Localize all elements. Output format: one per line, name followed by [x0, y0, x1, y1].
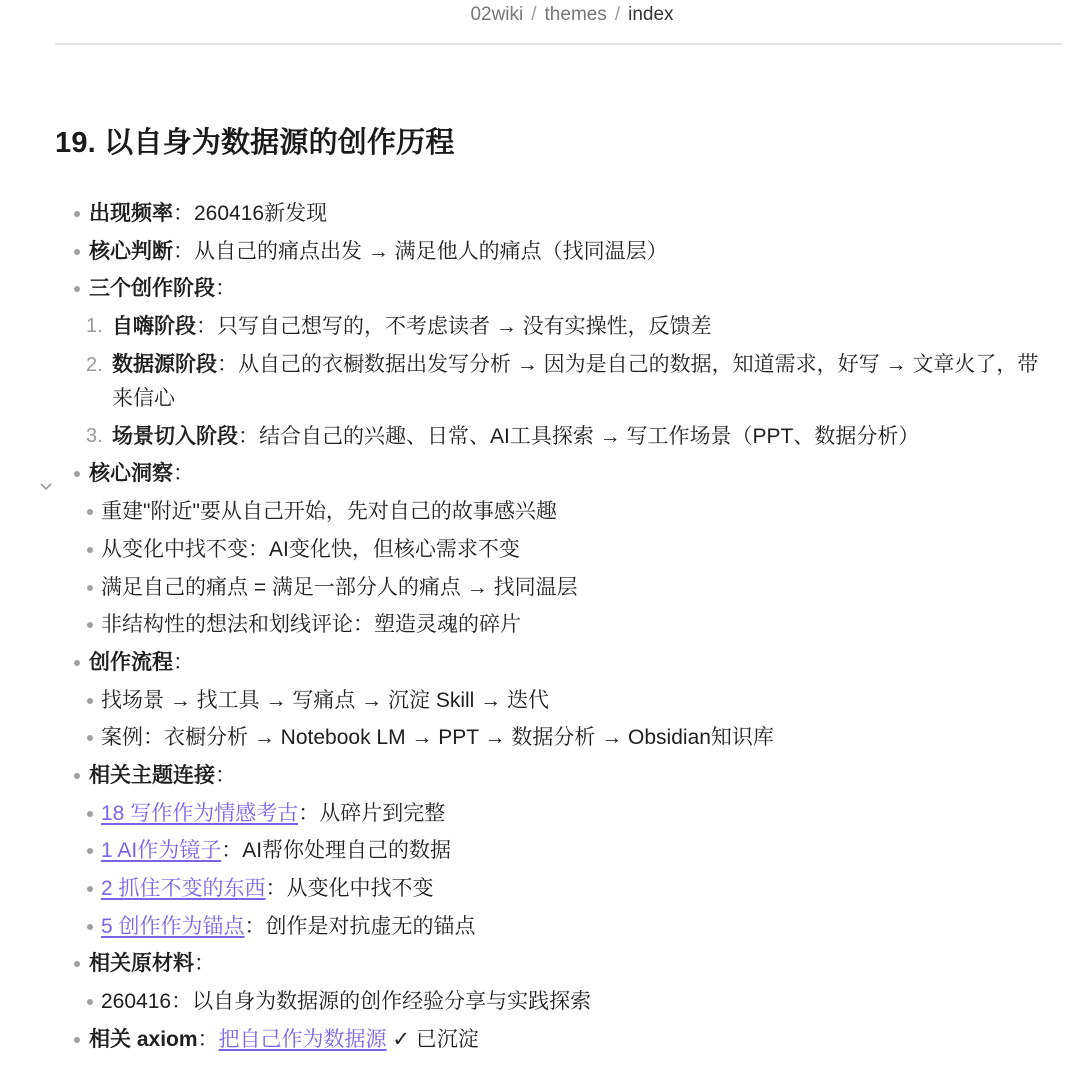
item-label: 核心判断	[89, 239, 173, 263]
item-text: 260416：以自身为数据源的创作经验分享与实践探索	[101, 990, 592, 1014]
item-value: ：从自己的痛点出发 → 满足他人的痛点（找同温层）	[173, 239, 668, 263]
item-colon: ：	[173, 462, 194, 486]
item-text: 案例：衣橱分析 → Notebook LM → PPT → 数据分析 → Obsidian知识库	[101, 726, 774, 750]
item-text: 非结构性的想法和划线评论：塑造灵魂的碎片	[101, 613, 521, 637]
bullet-icon	[87, 848, 93, 854]
list-item	[0, 870, 1080, 908]
list-number: 3.	[86, 424, 103, 447]
item-label: 场景切入阶段	[112, 424, 238, 448]
header-divider	[55, 43, 1062, 45]
list-item-insights	[0, 455, 1080, 493]
bullet-icon	[87, 811, 93, 817]
list-item	[0, 719, 1080, 757]
item-text: 满足自己的痛点 = 满足一部分人的痛点 → 找同温层	[101, 575, 578, 599]
list-item-stages	[0, 270, 1080, 308]
item-text: ：AI帮你处理自己的数据	[221, 839, 452, 863]
item-value: ：260416新发现	[173, 202, 328, 225]
bullet-icon	[87, 547, 93, 553]
item-value: ：结合自己的兴趣、日常、AI工具探索 → 写工作场景（PPT、数据分析）	[238, 424, 920, 448]
bullet-icon	[74, 286, 80, 292]
bullet-icon	[87, 886, 93, 892]
bullet-icon	[74, 1037, 80, 1043]
item-colon: ：	[215, 763, 236, 787]
list-item	[0, 795, 1080, 833]
list-item	[0, 832, 1080, 870]
theme-link-5[interactable]: 5 创作作为锚点	[101, 914, 245, 938]
item-colon: ：	[197, 1027, 219, 1051]
item-colon: ：	[215, 277, 236, 301]
item-label: 数据源阶段	[112, 352, 217, 376]
bullet-icon	[87, 622, 93, 628]
list-number: 1.	[86, 315, 103, 338]
bullet-icon	[87, 698, 93, 704]
bullet-icon	[74, 773, 80, 779]
list-item	[0, 682, 1080, 720]
note-body	[0, 195, 1080, 1058]
item-text: 找场景 → 找工具 → 写痛点 → 沉淀 Skill → 迭代	[101, 688, 550, 712]
item-label: 相关原材料	[89, 952, 194, 976]
theme-link-2[interactable]: 2 抓住不变的东西	[101, 877, 266, 900]
bullet-icon	[87, 999, 93, 1005]
chevron-down-icon[interactable]	[40, 467, 50, 477]
theme-link-1[interactable]: 1 AI作为镜子	[101, 839, 222, 863]
item-text: ：从碎片到完整	[298, 801, 446, 825]
list-item-source-material	[0, 945, 1080, 983]
list-item-axiom	[0, 1021, 1080, 1059]
bullet-icon	[87, 735, 93, 741]
item-text: 重建"附近"要从自己开始，先对自己的故事感兴趣	[101, 500, 557, 524]
list-item	[0, 983, 1080, 1021]
list-item	[0, 531, 1080, 569]
breadcrumb	[0, 4, 1080, 26]
list-item	[0, 908, 1080, 946]
breadcrumb-item-wiki[interactable]: 02wiki	[470, 4, 524, 25]
item-text: 从变化中找不变：AI变化快，但核心需求不变	[101, 537, 520, 561]
breadcrumb-separator: /	[531, 4, 537, 25]
item-label: 出现频率	[89, 202, 173, 225]
item-label: 相关 axiom	[89, 1027, 198, 1051]
ordered-item-stage-3	[0, 418, 1080, 456]
bullet-icon	[74, 471, 80, 477]
ordered-item-stage-1	[0, 308, 1080, 346]
item-text: ：从变化中找不变	[265, 877, 434, 900]
item-label: 自嗨阶段	[112, 315, 196, 339]
item-label: 相关主题连接	[89, 763, 215, 787]
item-colon: ：	[194, 952, 215, 976]
bullet-icon	[74, 211, 80, 217]
axiom-status: ✓ 已沉淀	[392, 1027, 479, 1051]
item-value: ：只写自己想写的，不考虑读者 → 没有实操性，反馈差	[196, 315, 712, 339]
item-value: ：从自己的衣橱数据出发写分析 → 因为是自己的数据，知道需求，好写 → 文章火了，带来信心	[112, 352, 1039, 410]
breadcrumb-item-index: index	[628, 4, 674, 25]
item-label: 三个创作阶段	[89, 277, 215, 301]
bullet-icon	[87, 924, 93, 930]
item-label: 创作流程	[89, 650, 173, 674]
list-item-judgement	[0, 233, 1080, 271]
bullet-icon	[74, 660, 80, 666]
axiom-link[interactable]: 把自己作为数据源	[218, 1027, 387, 1051]
breadcrumb-separator: /	[614, 4, 621, 25]
list-item-frequency	[0, 195, 1080, 233]
item-text: ：创作是对抗虚无的锚点	[244, 914, 476, 938]
list-item	[0, 606, 1080, 644]
list-item	[0, 493, 1080, 531]
bullet-icon	[74, 961, 80, 967]
item-colon: ：	[173, 650, 194, 674]
item-label: 核心洞察	[89, 462, 173, 486]
list-item-workflow	[0, 644, 1080, 682]
bullet-icon	[74, 249, 80, 255]
bullet-icon	[87, 585, 93, 591]
page-title: 19. 以自身为数据源的创作历程	[55, 127, 455, 159]
list-item-related-themes	[0, 757, 1080, 795]
ordered-item-stage-2	[0, 348, 1080, 416]
bullet-icon	[87, 509, 93, 515]
list-item	[0, 569, 1080, 607]
list-number: 2.	[86, 353, 103, 376]
theme-link-18[interactable]: 18 写作作为情感考古	[101, 801, 299, 825]
breadcrumb-item-themes[interactable]: themes	[544, 4, 607, 25]
